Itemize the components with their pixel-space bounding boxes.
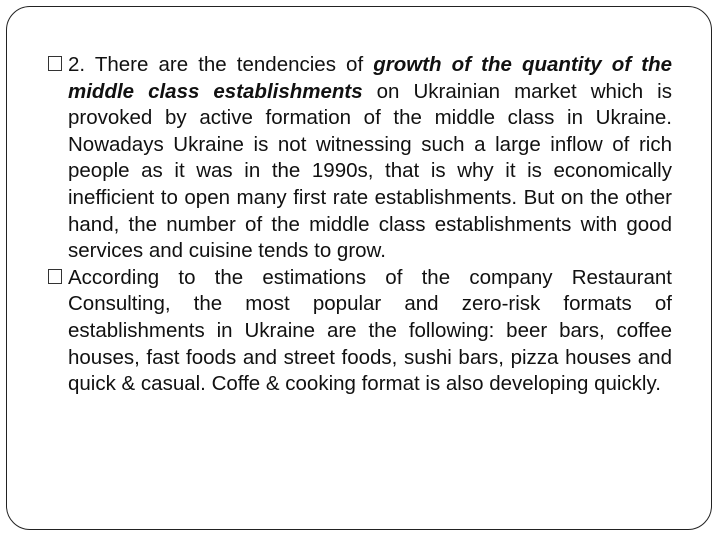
paragraph-1-text-start: 2. There are the tendencies of (68, 53, 374, 76)
bullet-square-icon (48, 269, 62, 284)
bullet-square-icon (48, 56, 62, 71)
paragraph-1-text-rest: on Ukrainian market which is provoked by active formation of the middle class in Ukraine. Nowadays Ukraine is not witnessing such a large inflow of rich people as it was in the 1990s, that is why it is economically inefficient to open many first rate establishments. But on the other hand, the number of the middle class establishments with good services and cuisine tends to grow. (68, 79, 672, 263)
paragraph-1-emphasis: growth of the quantity of the middle class establishments (68, 53, 672, 103)
paragraph-2-text: According to the estimations of the company Restaurant Consulting, the most popular and zero-risk formats of establishments in Ukraine are the following: beer bars, coffee houses, fast foods and street foods, sushi bars, pizza houses and quick & casual. Coffe & cooking format is also developing quickly. (68, 265, 672, 396)
slide-content (50, 52, 672, 398)
paragraph-2 (50, 265, 672, 398)
paragraph-1 (50, 52, 672, 265)
